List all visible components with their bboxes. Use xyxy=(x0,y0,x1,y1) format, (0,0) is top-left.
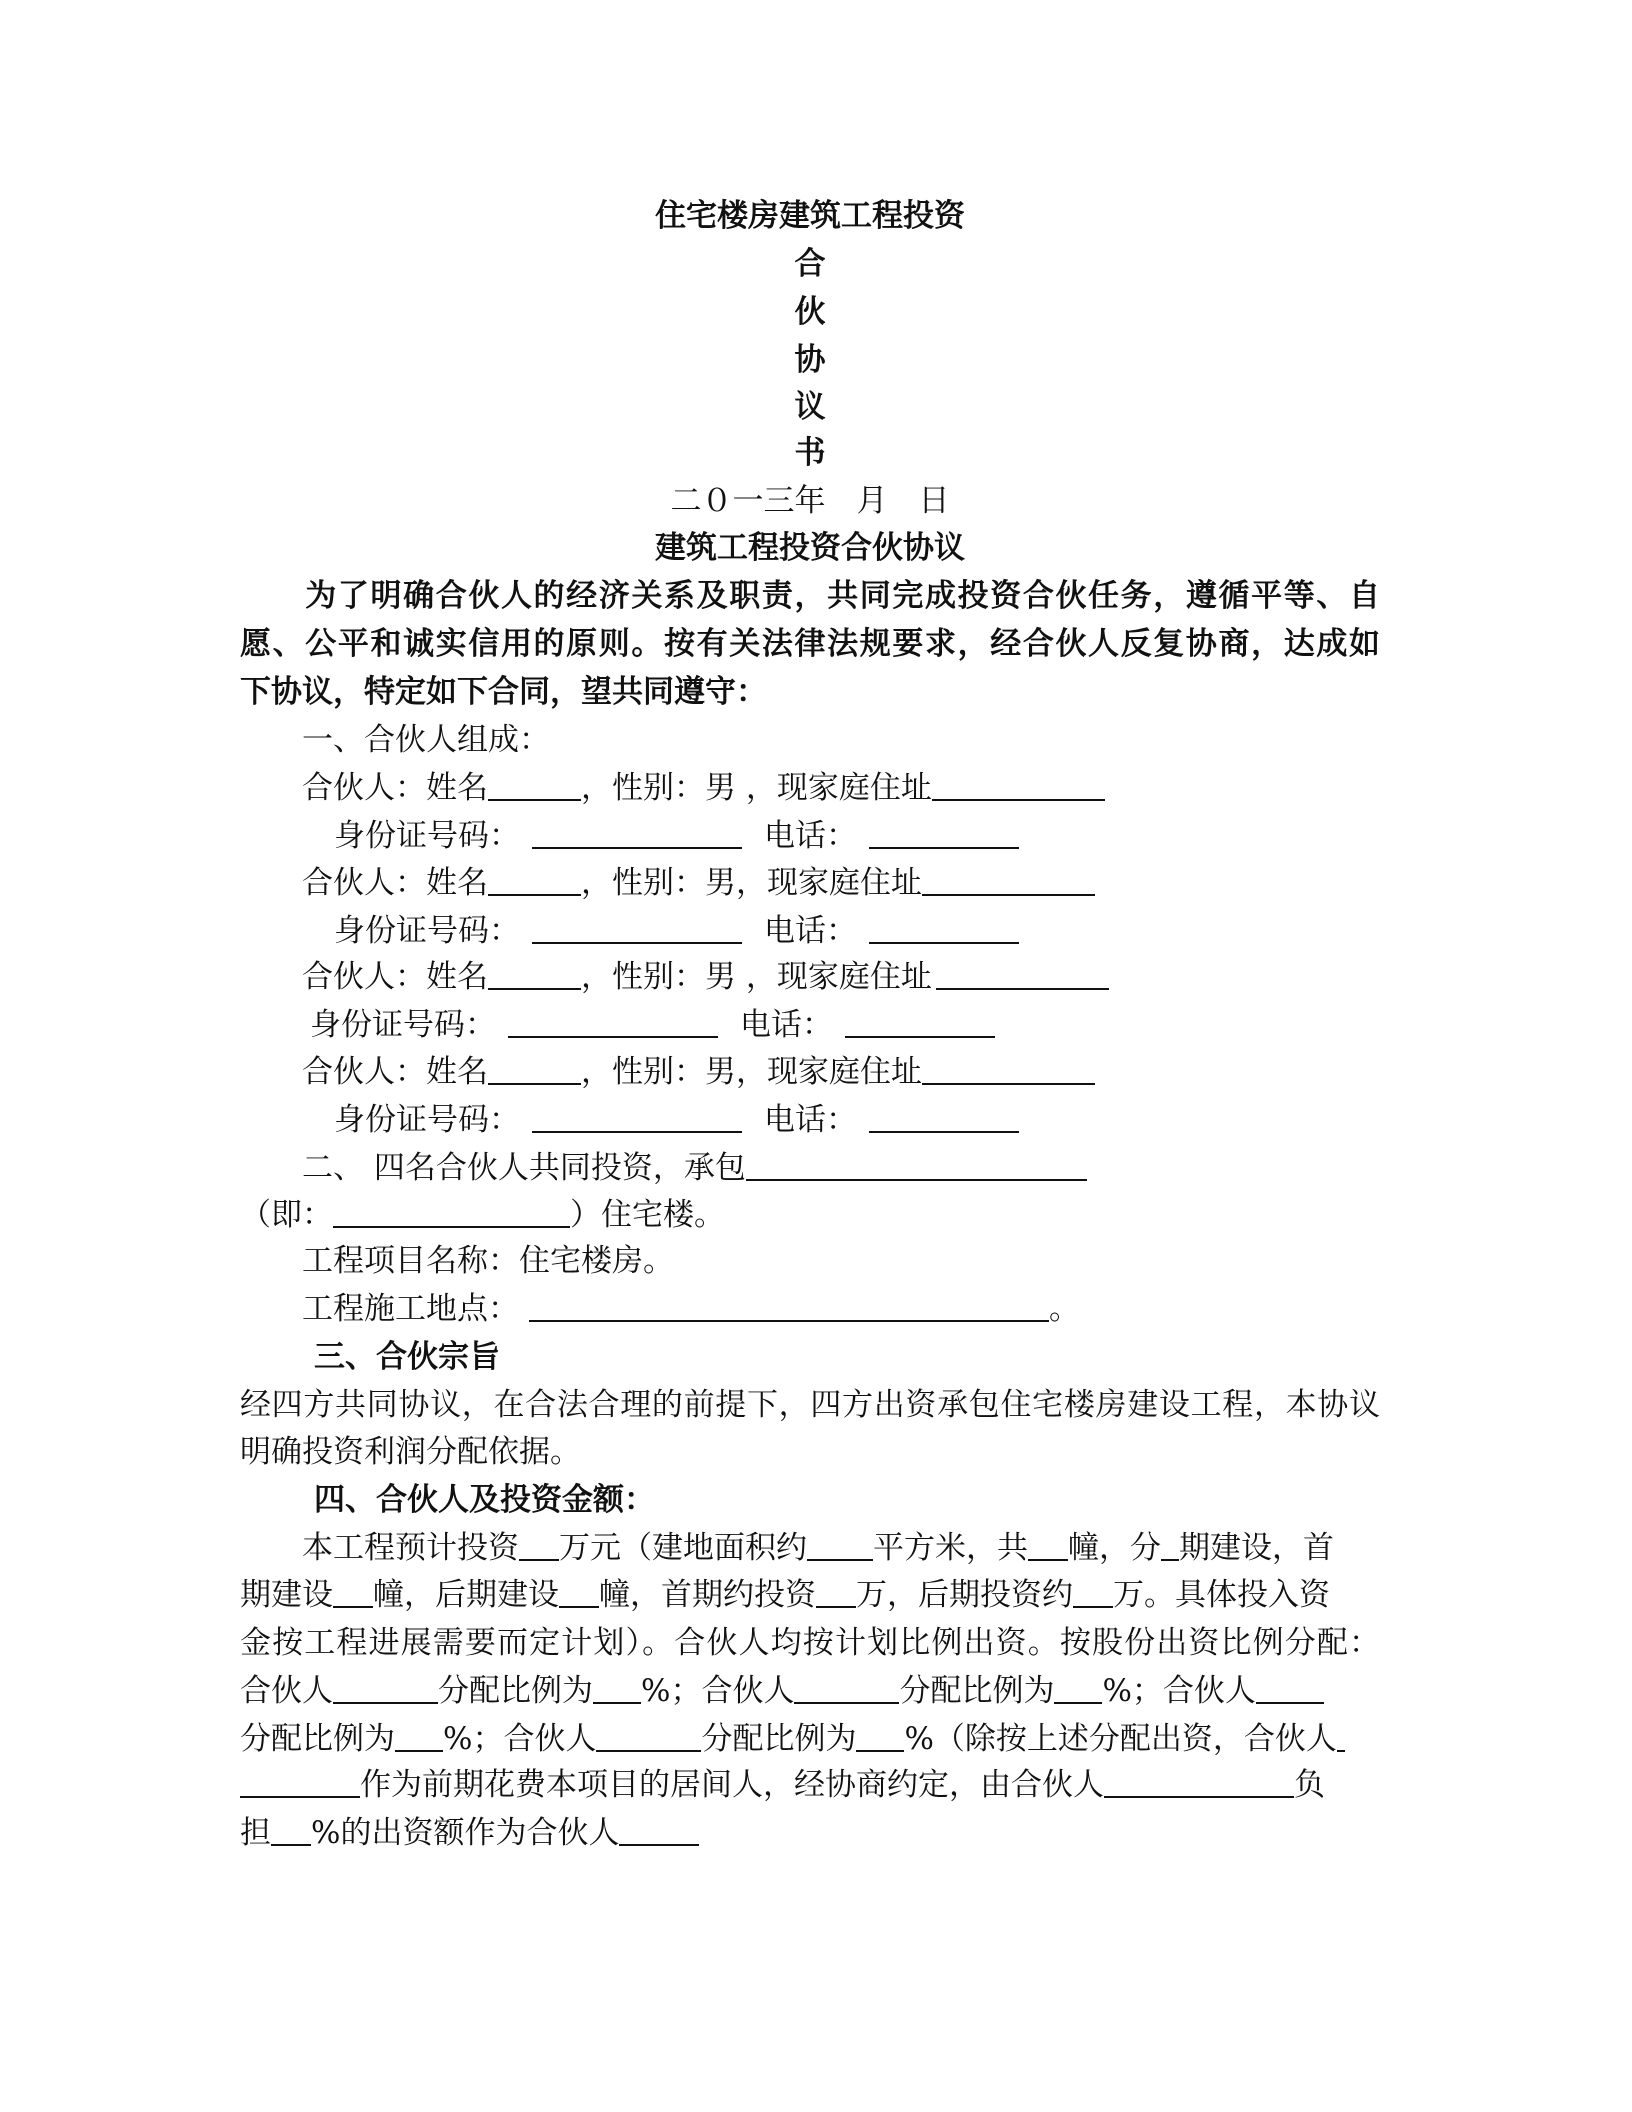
section-4-line xyxy=(240,1762,1380,1808)
blank-field xyxy=(593,1668,641,1704)
text: 万，后期投资约 xyxy=(856,1577,1073,1613)
name-blank xyxy=(488,1049,581,1085)
text: 作为前期花费本项目的居间人，经协商约定，由合伙人 xyxy=(360,1767,1104,1803)
section-3-heading: 三、合伙宗旨 xyxy=(314,1339,500,1375)
text: %（除按上述分配出资，合伙人 xyxy=(904,1721,1337,1757)
title-char: 议 xyxy=(794,389,826,425)
section-3-body: 明确投资利润分配依据。 xyxy=(240,1434,581,1470)
address-blank xyxy=(936,954,1109,990)
text: 分配比例为 xyxy=(899,1673,1055,1709)
blank-field xyxy=(1028,1525,1068,1561)
text: 期建设，首 xyxy=(1179,1530,1334,1566)
section-4-line xyxy=(240,1668,1380,1714)
partner-4-line xyxy=(302,1049,1442,1095)
text: 分配比例为 xyxy=(701,1721,857,1757)
paren-open: （即： xyxy=(240,1197,333,1233)
text: 期建设 xyxy=(240,1577,333,1613)
address-blank xyxy=(922,1049,1095,1085)
partner-1-id-line xyxy=(334,813,1474,859)
blank-field xyxy=(596,1716,701,1752)
text: 幢，分 xyxy=(1068,1530,1161,1566)
blank-field xyxy=(816,1572,856,1608)
document-date: 二０一三年 月 日 xyxy=(670,483,950,519)
gender-address-label: ，性别：男 ，现家庭住址 xyxy=(581,959,932,995)
phone-blank xyxy=(845,1002,995,1038)
name-label: 合伙人：姓名 xyxy=(302,959,488,995)
section-4-line: 金按工程进展需要而定计划）。合伙人均按计划比例出资。按股份出资比例分配： xyxy=(240,1625,1380,1661)
partner-2-line xyxy=(302,860,1442,906)
intro-line: 下协议，特定如下合同，望共同遵守： xyxy=(240,674,767,710)
site-end: 。 xyxy=(1049,1291,1080,1327)
project-name: 工程项目名称：住宅楼房。 xyxy=(302,1243,674,1279)
text: 幢，首期约投资 xyxy=(599,1577,816,1613)
text: 万。具体投入资 xyxy=(1113,1577,1330,1613)
id-blank xyxy=(532,908,742,944)
building-blank xyxy=(333,1192,570,1228)
intro-line: 为了明确合伙人的经济关系及职责，共同完成投资合伙任务，遵循平等、自 xyxy=(240,578,1380,614)
blank-field xyxy=(1073,1572,1113,1608)
partner-4-id-line xyxy=(334,1097,1474,1143)
gender-address-label: ，性别：男，现家庭住址 xyxy=(581,865,922,901)
text: 本工程预计投资 xyxy=(302,1530,519,1566)
section-4-heading: 四、合伙人及投资金额： xyxy=(314,1482,655,1518)
text: 平方米，共 xyxy=(873,1530,1028,1566)
blank-field xyxy=(1256,1668,1324,1704)
blank-field xyxy=(519,1525,559,1561)
blank-field xyxy=(1054,1668,1102,1704)
blank-field xyxy=(271,1810,311,1846)
gender-address-label: ，性别：男 ，现家庭住址 xyxy=(581,770,932,806)
site-label: 工程施工地点： xyxy=(302,1291,519,1327)
section-4-line xyxy=(240,1572,1380,1618)
name-label: 合伙人：姓名 xyxy=(302,865,488,901)
text: 幢，后期建设 xyxy=(373,1577,559,1613)
partner-3-id-line xyxy=(310,1002,1450,1048)
document-title: 住宅楼房建筑工程投资 xyxy=(655,198,965,234)
text: 万元（建地面积约 xyxy=(559,1530,807,1566)
name-label: 合伙人：姓名 xyxy=(302,1054,488,1090)
name-label: 合伙人：姓名 xyxy=(302,770,488,806)
section-1-heading: 一、合伙人组成： xyxy=(302,722,550,758)
text: 分配比例为 xyxy=(240,1721,395,1757)
project-site-line xyxy=(302,1286,1442,1332)
intro-line: 愿、公平和诚实信用的原则。按有关法律法规要求，经合伙人反复协商，达成如 xyxy=(240,626,1380,662)
blank-field xyxy=(807,1525,873,1561)
id-label: 身份证号码： xyxy=(310,1007,496,1043)
text: %；合伙人 xyxy=(641,1673,795,1709)
blank-field xyxy=(856,1716,904,1752)
title-char: 书 xyxy=(794,435,826,471)
name-blank xyxy=(488,860,581,896)
title-char: 伙 xyxy=(794,294,826,330)
phone-label: 电话： xyxy=(740,1007,833,1043)
section-2-line xyxy=(302,1145,1442,1191)
text: %；合伙人 xyxy=(443,1721,597,1757)
title-char: 合 xyxy=(794,246,826,282)
address-blank xyxy=(932,765,1105,801)
id-blank xyxy=(532,1097,742,1133)
blank-field xyxy=(794,1668,899,1704)
phone-label: 电话： xyxy=(764,913,857,949)
partner-3-line xyxy=(302,954,1442,1000)
gender-address-label: ，性别：男，现家庭住址 xyxy=(581,1054,922,1090)
text: %；合伙人 xyxy=(1102,1673,1256,1709)
text: 分配比例为 xyxy=(438,1673,593,1709)
phone-blank xyxy=(869,1097,1019,1133)
blank-field xyxy=(1161,1525,1179,1561)
section-4-line xyxy=(240,1716,1380,1762)
section-3-body: 经四方共同协议，在合法合理的前提下，四方出资承包住宅楼房建设工程，本协议 xyxy=(240,1387,1380,1423)
partner-2-id-line xyxy=(334,908,1474,954)
paren-close: ）住宅楼。 xyxy=(570,1197,725,1233)
text: 合伙人 xyxy=(240,1673,333,1709)
text: %的出资额作为合伙人 xyxy=(311,1815,620,1851)
phone-blank xyxy=(869,908,1019,944)
id-label: 身份证号码： xyxy=(334,913,520,949)
blank-field xyxy=(1104,1762,1294,1798)
blank-field xyxy=(395,1716,443,1752)
blank-field xyxy=(333,1668,438,1704)
id-label: 身份证号码： xyxy=(334,818,520,854)
partner-1-line xyxy=(302,765,1442,811)
blank-field xyxy=(333,1572,373,1608)
contract-blank xyxy=(746,1145,1087,1181)
section-4-line xyxy=(302,1525,1380,1571)
id-blank xyxy=(508,1002,718,1038)
id-blank xyxy=(532,813,742,849)
blank-field xyxy=(619,1810,699,1846)
address-blank xyxy=(922,860,1095,896)
blank-field xyxy=(240,1762,360,1798)
name-blank xyxy=(488,954,581,990)
phone-label: 电话： xyxy=(764,1102,857,1138)
phone-label: 电话： xyxy=(764,818,857,854)
section-2-heading: 二、 四名合伙人共同投资，承包 xyxy=(302,1150,746,1186)
id-label: 身份证号码： xyxy=(334,1102,520,1138)
name-blank xyxy=(488,765,581,801)
section-4-line xyxy=(240,1810,1380,1856)
text: 负 xyxy=(1294,1767,1325,1803)
title-char: 协 xyxy=(794,342,826,378)
blank-field xyxy=(1337,1716,1345,1752)
text: 担 xyxy=(240,1815,271,1851)
site-blank xyxy=(529,1286,1049,1322)
document-subtitle: 建筑工程投资合伙协议 xyxy=(655,530,965,566)
blank-field xyxy=(559,1572,599,1608)
phone-blank xyxy=(869,813,1019,849)
section-2-paren-line xyxy=(240,1192,1380,1238)
